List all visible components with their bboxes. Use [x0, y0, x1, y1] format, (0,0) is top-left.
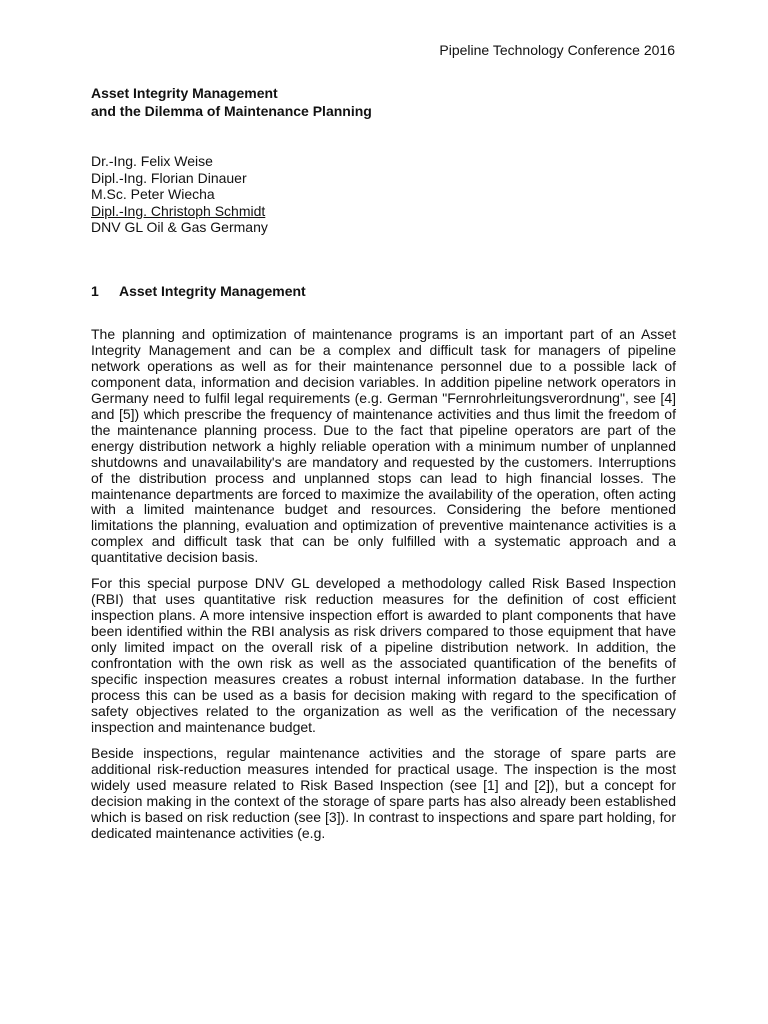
- body-paragraph: For this special purpose DNV GL developed a methodology called Risk Based Inspection (RBI) that uses quantitative risk reduction measures for the definition of cost efficient inspection plans. A more intensive inspection effort is awarded to plant components that have been identified within the RBI analysis as risk drivers compared to those equipment that have only limited impact on the overall risk of a pipeline distribution network. In addition, the confrontation with the own risk as well as the associated quantification of the benefits of specific inspection measures creates a robust internal information database. In the further process this can be used as a basis for decision making with regard to the specification of safety objectives related to the organization as well as the verification of the necessary inspection and maintenance budget.: [91, 575, 676, 735]
- author-affiliation: DNV GL Oil & Gas Germany: [91, 219, 268, 236]
- paper-title: [91, 84, 372, 120]
- paper-title-line-2: and the Dilemma of Maintenance Planning: [91, 103, 372, 119]
- author-name: M.Sc. Peter Wiecha: [91, 186, 215, 203]
- author-name: Dipl.-Ing. Florian Dinauer: [91, 169, 247, 186]
- author-name: Dipl.-Ing. Christoph Schmidt: [91, 202, 266, 219]
- section-heading: [91, 282, 306, 300]
- conference-header: Pipeline Technology Conference 2016: [439, 42, 675, 58]
- body-paragraph: Beside inspections, regular maintenance activities and the storage of spare parts are additional risk-reduction measures intended for practical usage. The inspection is the most widely used measure related to Risk Based Inspection (see [1] and [2]), but a concept for decision making in the context of the storage of spare parts has also already been established which is based on risk reduction (see [3]). In contrast to inspections and spare part holding, for dedicated maintenance activities (e.g.: [91, 744, 676, 841]
- paper-title-line-1: Asset Integrity Management: [91, 85, 278, 101]
- body-paragraph: The planning and optimization of maintenance programs is an important part of an Asset Integrity Management and can be a complex and difficult task for managers of pipeline network operations as well as for their maintenance personnel due to a possible lack of component data, information and decision variables. In addition pipeline network operators in Germany need to fulfil legal requirements (e.g. German "Fernrohrleitungsverordnung", see [4] and [5]) which prescribe the frequency of maintenance activities and thus limit the freedom of the maintenance planning process. Due to the fact that pipeline operators are part of the energy distribution network a highly reliable operation with a minimum number of unplanned shutdowns and unavailability's are mandatory and requested by the customers. Interruptions of the distribution process and unplanned stops can lead to high financial losses. The maintenance departments are forced to maximize the availability of the operation, often acting with a limited maintenance budget and resources. Considering the before mentioned limitations the planning, evaluation and optimization of preventive maintenance activities is a complex and difficult task that can be only fulfilled with a systematic approach and a quantitative decision basis.: [91, 326, 676, 566]
- author-name: Dr.-Ing. Felix Weise: [91, 153, 213, 169]
- body-text: [91, 327, 676, 852]
- author-list: [91, 153, 268, 236]
- section-title: Asset Integrity Management: [119, 283, 306, 299]
- section-number: 1: [91, 283, 99, 299]
